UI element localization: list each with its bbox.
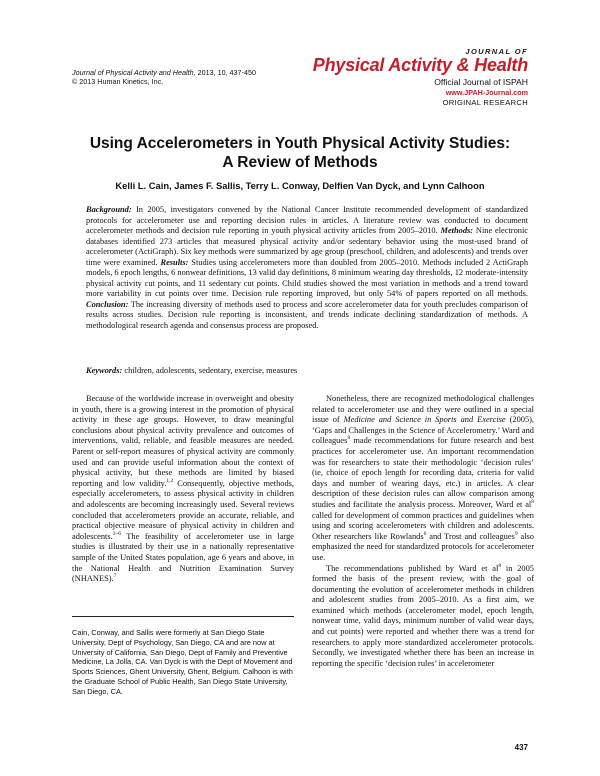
methods-text: Nine electronic databases identified 273 articles that measured physical activity and/or sedentary behavior using the most-used brand of accelerometer (ActiGraph). Six key methods were summarized by age group (preschool, children, and adolescents) and trends over time were examined.	[86, 226, 528, 267]
body-column-left	[72, 394, 294, 585]
footnote-divider	[72, 616, 294, 617]
conclusion-text: The increasing diversity of methods used to process and score accelerometer data for youth precludes comparison of results across studies. Decision rule reporting is inconsistent, and trends indicate declining standardization of methods. A methodological research agenda and consensus process are proposed.	[86, 299, 528, 330]
citation-superscript: 7	[113, 573, 117, 580]
text-run: Consequently, objective methods, especially accelerometers, to assess physical activity in children and adolescents are becoming increasingly used. Several reviews concluded that accelerometers provide an accurate, reliable, and practical objective measure of physical activity in children and adolescents.	[72, 478, 294, 541]
text-run: The recommendations published by Ward et al	[326, 563, 499, 573]
journal-logo-title: Physical Activity & Health	[312, 55, 528, 75]
official-journal-line: Official Journal of ISPAH	[434, 77, 528, 87]
citation-superscript: 9	[514, 530, 518, 537]
text-run: in 2005 formed the basis of the present review, with the goal of documenting the evolution of accelerometer methods in children and adolescent studies from 2005–2010. As a first aim, we examined which methods (accelerometer model, epoch length, nonwear time, valid days, minimum number of valid wear days, and cut points) were reported and whether there was a trend for researchers to apply more standardized accelerometer protocols. Secondly, we investigated whether there has been an increase in reporting the specific ‘decision rules’ in accelerometer	[312, 563, 534, 668]
copyright-line: © 2013 Human Kinetics, Inc.	[72, 77, 164, 86]
citation-line	[72, 68, 256, 77]
journal-of-label: JOURNAL OF	[465, 47, 528, 56]
conclusion-label: Conclusion:	[86, 299, 129, 309]
article-type: ORIGINAL RESEARCH	[442, 98, 528, 107]
intro-paragraph-2	[312, 394, 534, 564]
text-run: The feasibility of accelerometer use in large studies is illustrated by their use in a nationally representative sample of the United States population, age 6 years and above, in the National Health and Nutrition Examination Survey (NHANES).	[72, 531, 294, 584]
results-text: Studies using accelerometers more than doubled from 2005–2010. Methods included 2 ActiGraph models, 6 epoch lengths, 6 nonwear definitions, 13 valid day definitions, 8 minimum wearing day thresholds, 12 moderate-intensity physical activity cut points, and 11 sedentary cut points. Child studies showed the most variation in methods and a trend toward more variability in cut points over time. Decision rule reporting improved, but only 54% of papers reported on all methods.	[86, 257, 529, 298]
journal-url: www.JPAH-Journal.com	[445, 88, 528, 97]
intro-paragraph-1	[72, 394, 294, 585]
affiliation-footnote: Cain, Conway, and Sallis were formerly at San Diego State University, Dept of Psychology, San Diego, CA and are now at University of California, San Diego, Dept of Family and Preventive Medicine, La Jolla, CA. Van Dyck is with the Dept of Movement and Sports Sciences, Ghent University, Ghent, Belgium. Calhoon is with the Graduate School of Public Health, San Diego State University, San Diego, CA.	[72, 628, 293, 696]
journal-reference: Medicine and Science in Sports and Exercise	[343, 415, 506, 425]
abstract	[86, 205, 528, 331]
citation-journal: Journal of Physical Activity and Health	[72, 68, 194, 77]
citation-volume: , 2013, 10, 437-450	[193, 68, 256, 77]
keywords-label: Keywords:	[86, 366, 123, 375]
text-run: Nonetheless, there are recognized methodological challenges related to accelerometer use and they were outlined in a special issue of	[312, 394, 534, 425]
methods-label: Methods:	[440, 226, 474, 235]
citation-superscript: 3–6	[112, 530, 121, 537]
page-number: 437	[514, 743, 528, 752]
article-title	[60, 134, 540, 172]
citation-superscript: 6	[423, 530, 427, 537]
background-label: Background:	[86, 205, 132, 214]
keywords	[86, 366, 528, 377]
author-list: Kelli L. Cain, James F. Sallis, Terry L. Conway, Delfien Van Dyck, and Lynn Calhoon	[115, 180, 485, 191]
title-line-1: Using Accelerometers in Youth Physical Activity Studies:	[89, 135, 511, 152]
text-run: and Trost and colleagues	[426, 531, 515, 541]
citation-block	[72, 68, 256, 86]
citation-superscript: 8	[347, 435, 351, 442]
intro-paragraph-3	[312, 564, 534, 670]
text-run: (2005), ‘Gaps and Challenges in the Science of Accelerometry.’ Ward and colleagues	[312, 415, 535, 446]
results-label: Results:	[160, 257, 189, 267]
title-line-2: A Review of Methods	[222, 154, 378, 171]
citation-superscript: 8	[531, 499, 534, 506]
text-run: Because of the worldwide increase in overweight and obesity in youth, there is a growing interest in the promotion of physical activity in these age groups. However, to draw meaningful conclusions about physical activity prevalence and outcomes of interventions, valid, reliable, and feasible measures are needed. Parent or self-report measures of physical activity are commonly used and can provide useful information about the context of physical activity, but these methods are limited by biased reporting and low validity.	[72, 394, 294, 488]
abstract-text	[86, 205, 528, 331]
journal-masthead	[313, 48, 528, 108]
text-run: called for development of common practices and guidelines when using and scoring accelerometers with children and adolescents. Other researchers like Rowlands	[312, 510, 534, 541]
body-column-right	[312, 394, 534, 669]
background-text: In 2005, investigators convened by the National Cancer Institute recommended development of standardized protocols for accelerometer use and reporting decision rules in articles. A literature review was conducted to document accelerometer methods and decision rule reporting in youth physical activity articles from 2005–2010.	[86, 205, 528, 235]
citation-superscript: 8	[498, 562, 502, 569]
keywords-text: children, adolescents, sedentary, exercise, measures	[122, 366, 298, 375]
citation-superscript: 1,2	[166, 477, 174, 484]
text-run: also emphasized the need for standardized protocols for accelerometer use.	[312, 531, 534, 562]
text-run: made recommendations for future research and best practices for accelerometer use. An important recommendation was for researchers to state their methodologic ‘decision rules’ (ie, choice of epoch length for recording data, criteria for valid days and number of wearing days, etc.) in articles. A clear description of these decision rules can allow comparison among studies and facilitate the analysis process. Moreover, Ward et al	[312, 436, 534, 509]
